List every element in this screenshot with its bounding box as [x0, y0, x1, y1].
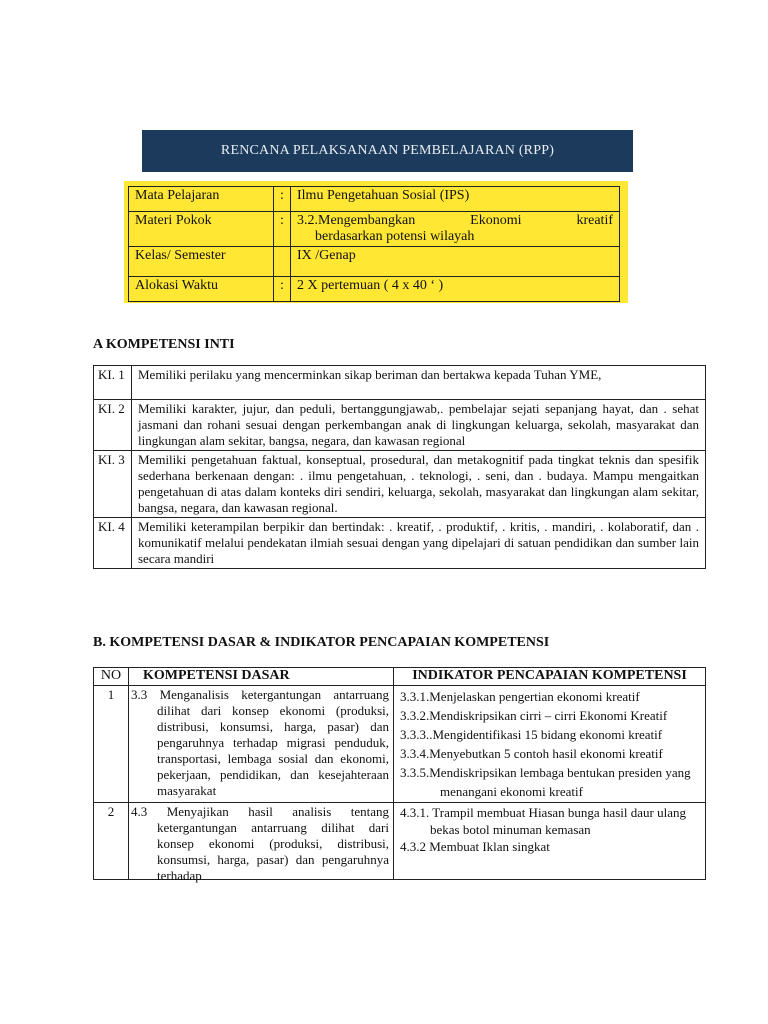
indicator-item: 3.3.5.Mendiskripsikan lembaga bentukan presiden yang menangani ekonomi kreatif [400, 765, 691, 799]
kd-text-cell [129, 803, 394, 883]
ki-text: Memiliki karakter, jujur, dan peduli, bertanggungjawab,. pembelajar sejati sepanjang hayat, dan . sehat jasmani dan rohani sesuai dengan perkembangan anak di lingkungan keluarga, sekolah, masyarakat dan lingkungan alam sekitar, bangsa, negara, dan kawasan regional [132, 400, 706, 451]
table-row [94, 803, 706, 880]
column-header-no: NO [94, 668, 129, 686]
table-header-row [94, 668, 706, 686]
indicator-cell [394, 686, 706, 803]
materi-line-1: 3.2.Mengembangkan Ekonomi kreatif [297, 213, 613, 228]
identity-separator [274, 247, 291, 277]
ki-text: Memiliki pengetahuan faktual, konseptual, prosedural, dan metakognitif pada tingkat teknis dan spesifik sederhana berkenaan dengan: . ilmu pengetahuan, . teknologi, . seni, dan . budaya. Mampu mengaitkan pengetahuan di atas dalam konteks diri sendiri, keluarga, sekolah, masyarakat dan lingkungan alam sekitar, bangsa, negara, dan kawasan regional. [132, 451, 706, 518]
document-title-banner [142, 130, 633, 172]
identity-value: 2 X pertemuan ( 4 x 40 ‘ ) [291, 277, 620, 302]
ki-label: KI. 3 [94, 451, 132, 518]
identity-row [129, 247, 620, 277]
table-row [94, 400, 706, 451]
ki-label: KI. 1 [94, 366, 132, 400]
identity-label: Alokasi Waktu [129, 277, 274, 302]
kompetensi-dasar-table [93, 667, 706, 883]
identity-label: Mata Pelajaran [129, 187, 274, 212]
ki-label: KI. 2 [94, 400, 132, 451]
identity-label: Materi Pokok [129, 212, 274, 247]
kd-text: 4.3 Menyajikan hasil analisis tentang ketergantungan antarruang dilihat dari konsep ekonomi (produksi, distribusi, konsumsi, harga, pasar) dan pengaruhnya terhadap [131, 804, 389, 883]
identity-table [128, 186, 620, 302]
kd-text: 3.3 Menganalisis ketergantungan antarruang dilihat dari konsep ekonomi (produksi, distribusi, konsumsi, harga, pasar) dan pengaruhnya terhadap migrasi penduduk, transportasi, lembaga sosial dan ekonomi, pekerjaan, pendidikan, dan kesejahteraan masyarakat [129, 686, 394, 803]
section-b-heading: B. KOMPETENSI DASAR & INDIKATOR PENCAPAIAN KOMPETENSI [93, 635, 550, 650]
identity-separator: : [274, 212, 291, 247]
indicator-item: 4.3.2 Membuat Iklan singkat [400, 839, 550, 854]
identity-separator: : [274, 277, 291, 302]
table-row [94, 366, 706, 400]
identity-row [129, 212, 620, 247]
ki-text: Memiliki perilaku yang mencerminkan sikap beriman dan bertakwa kepada Tuhan YME, [132, 366, 706, 400]
column-header-indicator: INDIKATOR PENCAPAIAN KOMPETENSI [394, 668, 706, 686]
indicator-item: 3.3.2.Mendiskripsikan cirri – cirri Ekonomi Kreatif [400, 708, 668, 723]
document-title: RENCANA PELAKSANAAN PEMBELAJARAN (RPP) [220, 143, 555, 158]
identity-label: Kelas/ Semester [129, 247, 274, 277]
identity-value: Ilmu Pengetahuan Sosial (IPS) [291, 187, 620, 212]
indicator-item: 4.3.1. Trampil membuat Hiasan bunga hasil daur ulang bekas botol minuman kemasan [400, 805, 686, 837]
section-a-heading: A KOMPETENSI INTI [93, 337, 235, 352]
column-header-kd: KOMPETENSI DASAR [129, 668, 394, 686]
kompetensi-inti-table [93, 365, 706, 569]
indicator-item: 3.3.3..Mengidentifikasi 15 bidang ekonomi kreatif [400, 727, 663, 742]
row-number: 2 [94, 803, 129, 880]
identity-row [129, 187, 620, 212]
indicator-cell [394, 803, 706, 880]
table-row [94, 518, 706, 569]
identity-value [291, 212, 620, 247]
materi-line-2: berdasarkan potensi wilayah [315, 229, 475, 244]
identity-row [129, 277, 620, 302]
ki-label: KI. 4 [94, 518, 132, 569]
indicator-item: 3.3.1.Menjelaskan pengertian ekonomi kreatif [400, 689, 640, 704]
identity-value: IX /Genap [291, 247, 620, 277]
ki-text: Memiliki keterampilan berpikir dan bertindak: . kreatif, . produktif, . kritis, . mandiri, . kolaboratif, dan . komunikatif melalui pendekatan ilmiah sesuai dengan yang dipelajari di satuan pendidikan dan sumber lain secara mandiri [132, 518, 706, 569]
table-row [94, 451, 706, 518]
indicator-item: 3.3.4.Menyebutkan 5 contoh hasil ekonomi kreatif [400, 746, 663, 761]
table-row [94, 686, 706, 803]
row-number: 1 [94, 686, 129, 803]
identity-separator: : [274, 187, 291, 212]
